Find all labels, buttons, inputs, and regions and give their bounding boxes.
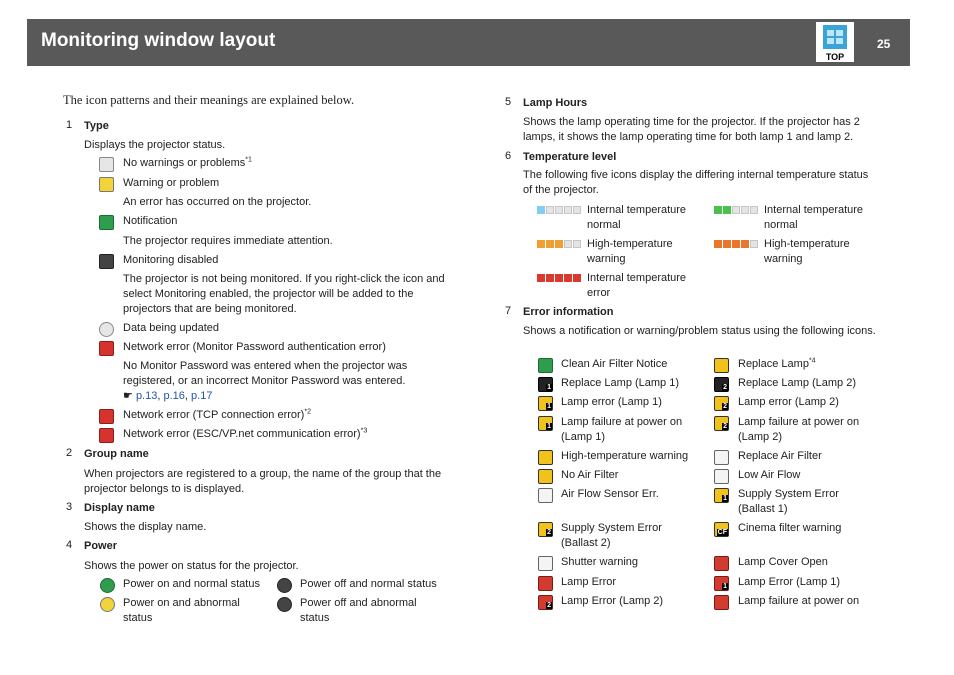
replace-lamp-icon [714,358,729,373]
error-label: Clean Air Filter Notice [561,358,668,370]
lamp-error-1-red-icon [714,576,729,591]
no-warning-icon [99,157,114,172]
item-label: Network error (Monitor Password authentication error) [123,341,386,353]
replace-lamp-2-icon [714,377,729,392]
item-label: Data being updated [123,322,220,334]
icon-badge: 1 [547,384,551,391]
lamp-error-2-icon [538,595,553,610]
temperature-level-4-icon [714,240,758,248]
item-label: Power off and normal status [300,578,437,590]
top-label: TOP [825,52,845,62]
error-label: Lamp Error (Lamp 1) [738,576,841,588]
section-number: 3 [66,501,73,513]
section-number: 7 [505,305,512,317]
error-label: Air Flow Sensor Err. [561,488,659,500]
error-label: Low Air Flow [738,469,801,481]
item-desc: No Monitor Password was entered when the projector was registered, or an incorrect Monitor Password was entered. [123,360,408,387]
item-desc: The projector is not being monitored. If you right-click the icon and select Monitoring enabled, the projector will be added to the projectors that are being monitored. [123,273,445,315]
error-label: Replace Lamp$^{*4}$ [738,357,816,370]
item-label: No warnings or problems$^{*1}$ [123,156,252,169]
section-title-lamp-hours: Lamp Hours [523,97,588,109]
icon-badge: 1 [547,403,551,410]
section-title-display: Display name [84,502,155,514]
icon-badge: 2 [723,423,727,430]
lamp-cover-open-icon [714,556,729,571]
no-air-filter-icon [538,469,553,484]
section-title-type: Type [84,120,109,132]
notification-icon [99,215,114,230]
section-number: 6 [505,150,512,162]
temp-label: High-temperature warning [587,238,673,265]
section-desc: Shows the display name. [84,521,207,533]
temp-label: High-temperature warning [764,238,850,265]
section-desc: Shows a notification or warning/problem status using the following icons. [523,325,876,337]
supply-system-error-ballast-2-icon [538,522,553,537]
icon-badge: 1 [723,495,727,502]
error-label: Replace Air Filter [738,450,822,462]
reference-arrow-icon: ☛ [123,390,133,402]
warning-icon [99,177,114,192]
error-label: Lamp failure at power on (Lamp 2) [738,416,860,443]
error-label: Replace Lamp (Lamp 1) [561,377,680,389]
error-label: Lamp failure at power on (Lamp 1) [561,416,683,443]
error-label: Cinema filter warning [738,522,842,534]
error-label: Supply System Error (Ballast 1) [738,488,839,515]
shutter-warning-icon [538,556,553,571]
supply-system-error-ballast-1-icon [714,488,729,503]
error-label: No Air Filter [561,469,619,481]
item-label: Monitoring disabled [123,254,219,266]
lamp-error-1-icon [538,396,553,411]
air-flow-sensor-error-icon [538,488,553,503]
page-title: Monitoring window layout [41,30,276,51]
section-desc: Shows the lamp operating time for the projector. If the projector has 2 lamps, it shows the lamp operating time for both lamp 1 and lamp 2. [523,116,860,143]
error-label: Lamp Error [561,576,617,588]
network-tcp-error-icon [99,409,114,424]
lamp-failure-power-on-2-icon [714,416,729,431]
intro-text: The icon patterns and their meanings are explained below. [63,93,355,107]
temp-label: Internal temperature normal [587,204,687,231]
error-label: Lamp failure at power on [738,595,860,607]
section-desc: Shows the power on status for the projector. [84,560,299,572]
section-title-error-info: Error information [523,306,614,318]
item-label: Network error (ESC/VP.net communication error)$^{*3}$ [123,427,368,440]
network-auth-error-icon [99,341,114,356]
item-label: Notification [123,215,178,227]
clean-air-filter-notice-icon [538,358,553,373]
temperature-level-3-icon [537,240,581,248]
section-title-power: Power [84,540,118,552]
icon-badge: 2 [547,529,551,536]
error-label: Replace Lamp (Lamp 2) [738,377,857,389]
lamp-failure-power-on-icon [714,595,729,610]
replace-air-filter-icon [714,450,729,465]
replace-lamp-1-icon [538,377,553,392]
item-label: Warning or problem [123,177,220,189]
page-header [27,19,910,66]
error-label: Lamp error (Lamp 2) [738,396,839,408]
network-esc-error-icon [99,428,114,443]
section-number: 5 [505,96,512,108]
high-temperature-warning-icon [538,450,553,465]
reference-links: ☛ p.13, p.16, p.17 [123,390,213,402]
temp-label: Internal temperature normal [764,204,864,231]
error-label: High-temperature warning [561,450,689,462]
link-p16[interactable]: p.16 [163,390,185,402]
section-desc: Displays the projector status. [84,139,226,151]
item-label: Network error (TCP connection error)$^{*2}$ [123,408,311,421]
icon-badge: 2 [723,403,727,410]
link-p17[interactable]: p.17 [191,390,213,402]
section-desc: When projectors are registered to a group, the name of the group that the projector belongs to is displayed. [84,468,442,495]
section-title-group: Group name [84,448,149,460]
top-link-icon[interactable] [816,22,854,62]
error-label: Lamp Error (Lamp 2) [561,595,664,607]
lamp-failure-power-on-1-icon [538,416,553,431]
power-on-abnormal-icon [100,597,115,612]
updating-icon [99,322,114,337]
error-label: Lamp error (Lamp 1) [561,396,662,408]
section-desc: The following five icons display the differing internal temperature status of the projector. [523,169,869,196]
low-air-flow-icon [714,469,729,484]
icon-badge: 2 [547,602,551,609]
temperature-level-5-icon [537,274,581,282]
icon-badge: CF [717,529,727,536]
item-desc: The projector requires immediate attention. [123,235,333,247]
section-number: 2 [66,447,73,459]
icon-badge: 1 [723,583,727,590]
error-label: Lamp Cover Open [738,556,828,568]
icon-badge: 2 [723,384,727,391]
power-on-normal-icon [100,578,115,593]
temperature-level-1-icon [537,206,581,214]
item-label: Power off and abnormal status [300,597,417,624]
page-number: 25 [877,37,891,51]
link-p13[interactable]: p.13 [135,390,158,402]
error-label: Shutter warning [561,556,639,568]
section-number: 1 [66,119,73,131]
monitoring-disabled-icon [99,254,114,269]
item-desc: An error has occurred on the projector. [123,196,312,208]
icon-badge: 1 [547,423,551,430]
item-label: Power on and normal status [123,578,260,590]
cinema-filter-warning-icon [714,522,729,537]
power-off-abnormal-icon [277,597,292,612]
error-label: Supply System Error (Ballast 2) [561,522,662,549]
lamp-error-2-icon [714,396,729,411]
temp-label: Internal temperature error [587,272,687,299]
lamp-error-icon [538,576,553,591]
section-title-temperature: Temperature level [523,151,617,163]
power-off-normal-icon [277,578,292,593]
item-label: Power on and abnormal status [123,597,240,624]
section-number: 4 [66,539,73,551]
temperature-level-2-icon [714,206,758,214]
